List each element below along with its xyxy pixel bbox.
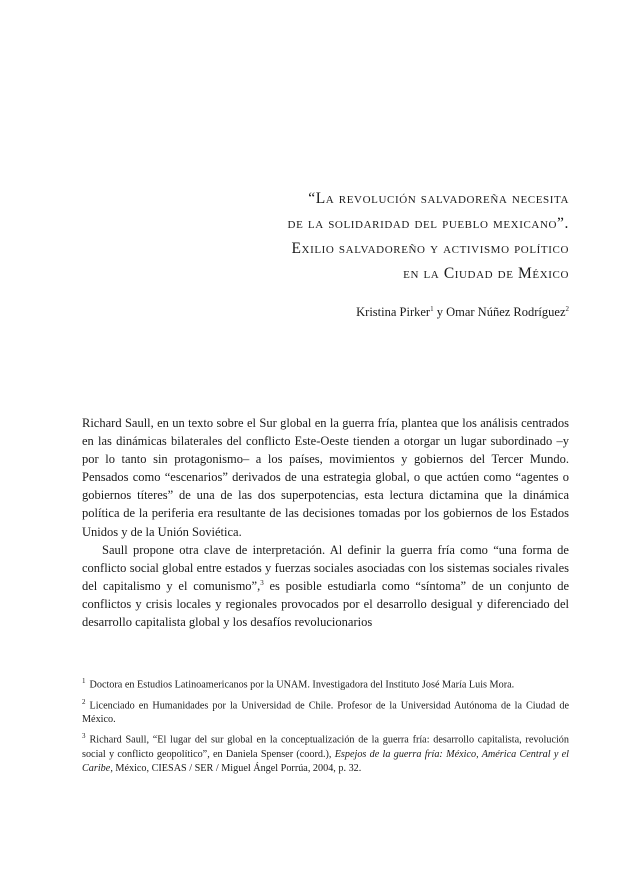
- footnote: [82, 729, 569, 776]
- title-line: en la Ciudad de México: [403, 265, 569, 282]
- footnote-text: Doctora en Estudios Latinoamericanos por la UNAM. Investigadora del Instituto José María Luis Mora.: [89, 679, 515, 691]
- footnote-number: 3: [82, 732, 86, 741]
- author-name: Omar Núñez Rodríguez: [446, 305, 566, 320]
- footnote-marker: 1: [430, 305, 434, 313]
- author-name: Kristina Pirker: [356, 305, 431, 320]
- footnote-text: , México, CIESAS / SER / Miguel Ángel Porrúa, 2004, p. 32.: [110, 763, 362, 775]
- paragraph: [82, 541, 569, 631]
- title-line: Exilio salvadoreño y activismo político: [291, 240, 569, 257]
- footnote-marker: 3: [260, 578, 264, 587]
- title-line: de la solidaridad del pueblo mexicano”.: [287, 215, 569, 232]
- footnote-text: Richard Saull, “El lugar del sur global en la conceptualización de la guerra fría: desarrollo capitalista, revolución social y conflicto geopolítico”, en Daniela Spenser (coord.),: [82, 734, 569, 760]
- paragraph-text: es posible estudiarla como “síntoma” de un conjunto de conflictos y crisis locales y regionales provocados por el desarrollo desigual y diferenciado del desarrollo capitalista global y los desafíos revolucionarios: [82, 578, 570, 630]
- paragraph: Richard Saull, en un texto sobre el Sur global en la guerra fría, plantea que los análisis centrados en las dinámicas bilaterales del conflicto Este-Oeste tienden a otorgar un lugar subordinado –y por lo tanto sin protagonismo– a los países, movimientos y gobiernos del Tercer Mundo. Pensados como “escenarios” derivados de una estrategia global, o que actúen como “agentes o gobiernos títeres” de una de las dos superpotencias, esta lectura dictamina que la dinámica política de la periferia era resultante de las decisiones tomadas por los gobiernos de los Estados Unidos y de la Unión Soviética.: [82, 416, 569, 539]
- author-conjunction: y: [433, 305, 447, 320]
- paragraph-text: Saull propone otra clave de interpretación. Al definir la guerra fría como “una forma de conflicto social global entre estados y fuerzas sociales asociadas con los sistemas sociales rivales del capitalismo y el comunismo”,: [82, 542, 569, 593]
- footnote-number: 1: [82, 677, 86, 685]
- footnote-number: 2: [82, 697, 86, 706]
- footnote: [82, 695, 569, 728]
- footnotes: [82, 674, 569, 778]
- author-line: [356, 305, 569, 320]
- title-line: “La revolución salvadoreña necesita: [308, 190, 569, 207]
- footnote-text: Licenciado en Humanidades por la Universidad de Chile. Profesor de la Universidad Autónoma de la Ciudad de México.: [82, 699, 569, 726]
- book-title: Espejos de la guerra fría: México, América Central y el Caribe: [82, 748, 569, 775]
- footnote-marker: 2: [565, 305, 569, 313]
- footnote: [82, 674, 569, 693]
- chapter-title: [149, 186, 569, 286]
- body-text: [82, 414, 569, 631]
